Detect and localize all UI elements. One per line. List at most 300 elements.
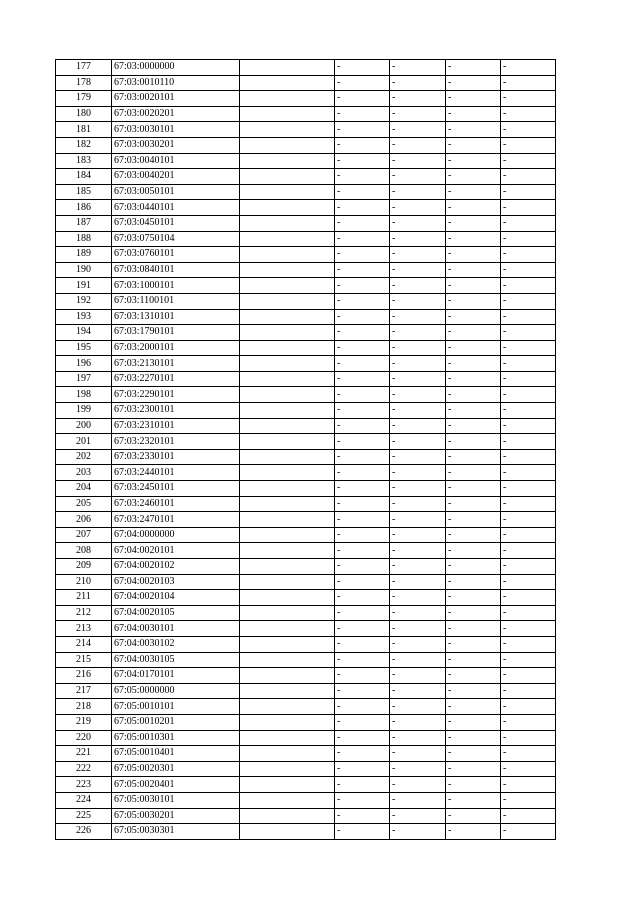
dash-cell: - xyxy=(446,527,501,543)
dash-cell: - xyxy=(501,418,556,434)
dash-cell: - xyxy=(446,247,501,263)
cadastral-code-cell: 67:03:0030101 xyxy=(112,122,240,138)
row-number-cell: 196 xyxy=(56,356,112,372)
row-number-cell: 220 xyxy=(56,730,112,746)
dash-cell: - xyxy=(335,91,390,107)
dash-cell: - xyxy=(335,512,390,528)
dash-cell: - xyxy=(501,387,556,403)
dash-cell: - xyxy=(501,824,556,840)
row-number-cell: 200 xyxy=(56,418,112,434)
dash-cell: - xyxy=(446,325,501,341)
dash-cell: - xyxy=(446,91,501,107)
dash-cell: - xyxy=(501,153,556,169)
cadastral-code-cell: 67:03:0010110 xyxy=(112,75,240,91)
dash-cell: - xyxy=(335,808,390,824)
dash-cell: - xyxy=(446,293,501,309)
table-row xyxy=(56,153,556,169)
cadastral-code-cell: 67:03:0020101 xyxy=(112,91,240,107)
table-row xyxy=(56,824,556,840)
dash-cell: - xyxy=(446,60,501,76)
row-number-cell: 211 xyxy=(56,590,112,606)
row-number-cell: 215 xyxy=(56,652,112,668)
dash-cell: - xyxy=(390,527,446,543)
dash-cell: - xyxy=(335,481,390,497)
table-row xyxy=(56,418,556,434)
dash-cell: - xyxy=(390,590,446,606)
empty-cell xyxy=(240,262,335,278)
cadastral-code-cell: 67:03:1100101 xyxy=(112,293,240,309)
empty-cell xyxy=(240,652,335,668)
dash-cell: - xyxy=(335,169,390,185)
dash-cell: - xyxy=(446,777,501,793)
empty-cell xyxy=(240,75,335,91)
dash-cell: - xyxy=(501,730,556,746)
cadastral-code-cell: 67:03:1310101 xyxy=(112,309,240,325)
table-row xyxy=(56,340,556,356)
dash-cell: - xyxy=(335,683,390,699)
cadastral-code-cell: 67:04:0020104 xyxy=(112,590,240,606)
dash-cell: - xyxy=(390,293,446,309)
dash-cell: - xyxy=(335,465,390,481)
empty-cell xyxy=(240,527,335,543)
dash-cell: - xyxy=(335,699,390,715)
dash-cell: - xyxy=(501,60,556,76)
dash-cell: - xyxy=(501,278,556,294)
dash-cell: - xyxy=(446,449,501,465)
row-number-cell: 192 xyxy=(56,293,112,309)
dash-cell: - xyxy=(501,122,556,138)
empty-cell xyxy=(240,169,335,185)
table-row xyxy=(56,808,556,824)
dash-cell: - xyxy=(335,636,390,652)
cadastral-code-cell: 67:03:0040101 xyxy=(112,153,240,169)
dash-cell: - xyxy=(446,792,501,808)
data-table xyxy=(55,59,556,840)
table-row xyxy=(56,590,556,606)
table-row xyxy=(56,761,556,777)
dash-cell: - xyxy=(501,714,556,730)
empty-cell xyxy=(240,200,335,216)
dash-cell: - xyxy=(335,122,390,138)
dash-cell: - xyxy=(335,387,390,403)
empty-cell xyxy=(240,231,335,247)
dash-cell: - xyxy=(501,792,556,808)
dash-cell: - xyxy=(335,668,390,684)
dash-cell: - xyxy=(335,262,390,278)
table-row xyxy=(56,371,556,387)
cadastral-code-cell: 67:05:0000000 xyxy=(112,683,240,699)
row-number-cell: 193 xyxy=(56,309,112,325)
dash-cell: - xyxy=(390,481,446,497)
dash-cell: - xyxy=(390,512,446,528)
cadastral-code-cell: 67:04:0000000 xyxy=(112,527,240,543)
cadastral-code-cell: 67:03:2320101 xyxy=(112,434,240,450)
dash-cell: - xyxy=(446,481,501,497)
row-number-cell: 178 xyxy=(56,75,112,91)
dash-cell: - xyxy=(335,777,390,793)
dash-cell: - xyxy=(335,434,390,450)
dash-cell: - xyxy=(501,309,556,325)
dash-cell: - xyxy=(390,122,446,138)
cadastral-code-cell: 67:04:0030102 xyxy=(112,636,240,652)
empty-cell xyxy=(240,215,335,231)
dash-cell: - xyxy=(390,434,446,450)
table-row xyxy=(56,91,556,107)
dash-cell: - xyxy=(335,621,390,637)
dash-cell: - xyxy=(446,434,501,450)
row-number-cell: 197 xyxy=(56,371,112,387)
row-number-cell: 185 xyxy=(56,184,112,200)
dash-cell: - xyxy=(335,231,390,247)
empty-cell xyxy=(240,668,335,684)
empty-cell xyxy=(240,309,335,325)
dash-cell: - xyxy=(446,262,501,278)
dash-cell: - xyxy=(501,699,556,715)
dash-cell: - xyxy=(501,356,556,372)
dash-cell: - xyxy=(335,746,390,762)
dash-cell: - xyxy=(335,403,390,419)
row-number-cell: 205 xyxy=(56,496,112,512)
dash-cell: - xyxy=(390,668,446,684)
dash-cell: - xyxy=(501,293,556,309)
dash-cell: - xyxy=(446,512,501,528)
table-row xyxy=(56,496,556,512)
dash-cell: - xyxy=(335,247,390,263)
dash-cell: - xyxy=(335,449,390,465)
dash-cell: - xyxy=(390,699,446,715)
empty-cell xyxy=(240,340,335,356)
dash-cell: - xyxy=(335,106,390,122)
dash-cell: - xyxy=(501,200,556,216)
cadastral-code-cell: 67:03:2310101 xyxy=(112,418,240,434)
row-number-cell: 210 xyxy=(56,574,112,590)
empty-cell xyxy=(240,481,335,497)
row-number-cell: 184 xyxy=(56,169,112,185)
dash-cell: - xyxy=(446,574,501,590)
dash-cell: - xyxy=(446,824,501,840)
row-number-cell: 203 xyxy=(56,465,112,481)
table-row xyxy=(56,777,556,793)
row-number-cell: 213 xyxy=(56,621,112,637)
dash-cell: - xyxy=(335,496,390,512)
empty-cell xyxy=(240,184,335,200)
table-row xyxy=(56,636,556,652)
dash-cell: - xyxy=(335,200,390,216)
dash-cell: - xyxy=(501,746,556,762)
empty-cell xyxy=(240,496,335,512)
table-row xyxy=(56,215,556,231)
row-number-cell: 224 xyxy=(56,792,112,808)
empty-cell xyxy=(240,278,335,294)
table-row xyxy=(56,449,556,465)
dash-cell: - xyxy=(446,543,501,559)
dash-cell: - xyxy=(446,231,501,247)
empty-cell xyxy=(240,574,335,590)
dash-cell: - xyxy=(390,325,446,341)
row-number-cell: 191 xyxy=(56,278,112,294)
row-number-cell: 181 xyxy=(56,122,112,138)
cadastral-code-cell: 67:03:0020201 xyxy=(112,106,240,122)
empty-cell xyxy=(240,247,335,263)
cadastral-code-cell: 67:03:2460101 xyxy=(112,496,240,512)
row-number-cell: 194 xyxy=(56,325,112,341)
dash-cell: - xyxy=(390,215,446,231)
empty-cell xyxy=(240,559,335,575)
cadastral-code-cell: 67:05:0030201 xyxy=(112,808,240,824)
dash-cell: - xyxy=(446,215,501,231)
dash-cell: - xyxy=(501,91,556,107)
row-number-cell: 219 xyxy=(56,714,112,730)
empty-cell xyxy=(240,512,335,528)
dash-cell: - xyxy=(501,449,556,465)
dash-cell: - xyxy=(390,91,446,107)
dash-cell: - xyxy=(390,106,446,122)
dash-cell: - xyxy=(390,184,446,200)
table-body xyxy=(56,60,556,840)
dash-cell: - xyxy=(390,465,446,481)
dash-cell: - xyxy=(446,465,501,481)
empty-cell xyxy=(240,621,335,637)
dash-cell: - xyxy=(501,574,556,590)
empty-cell xyxy=(240,356,335,372)
dash-cell: - xyxy=(335,184,390,200)
empty-cell xyxy=(240,683,335,699)
dash-cell: - xyxy=(390,278,446,294)
dash-cell: - xyxy=(446,746,501,762)
empty-cell xyxy=(240,91,335,107)
dash-cell: - xyxy=(390,153,446,169)
dash-cell: - xyxy=(390,200,446,216)
dash-cell: - xyxy=(390,262,446,278)
dash-cell: - xyxy=(501,403,556,419)
cadastral-code-cell: 67:05:0010401 xyxy=(112,746,240,762)
row-number-cell: 180 xyxy=(56,106,112,122)
cadastral-code-cell: 67:03:2440101 xyxy=(112,465,240,481)
dash-cell: - xyxy=(335,153,390,169)
dash-cell: - xyxy=(390,356,446,372)
dash-cell: - xyxy=(390,683,446,699)
dash-cell: - xyxy=(446,169,501,185)
dash-cell: - xyxy=(390,449,446,465)
cadastral-code-cell: 67:05:0030101 xyxy=(112,792,240,808)
dash-cell: - xyxy=(446,371,501,387)
dash-cell: - xyxy=(501,668,556,684)
table-row xyxy=(56,75,556,91)
table-row xyxy=(56,559,556,575)
table-row xyxy=(56,434,556,450)
dash-cell: - xyxy=(335,137,390,153)
cadastral-code-cell: 67:03:0040201 xyxy=(112,169,240,185)
dash-cell: - xyxy=(390,777,446,793)
dash-cell: - xyxy=(390,247,446,263)
dash-cell: - xyxy=(335,278,390,294)
dash-cell: - xyxy=(335,325,390,341)
dash-cell: - xyxy=(335,605,390,621)
dash-cell: - xyxy=(446,356,501,372)
dash-cell: - xyxy=(501,340,556,356)
dash-cell: - xyxy=(335,340,390,356)
dash-cell: - xyxy=(446,418,501,434)
row-number-cell: 187 xyxy=(56,215,112,231)
table-row xyxy=(56,309,556,325)
cadastral-code-cell: 67:03:0450101 xyxy=(112,215,240,231)
empty-cell xyxy=(240,824,335,840)
dash-cell: - xyxy=(390,746,446,762)
cadastral-code-cell: 67:04:0020101 xyxy=(112,543,240,559)
table-row xyxy=(56,543,556,559)
dash-cell: - xyxy=(335,309,390,325)
table-row xyxy=(56,792,556,808)
dash-cell: - xyxy=(501,605,556,621)
row-number-cell: 222 xyxy=(56,761,112,777)
cadastral-code-cell: 67:03:2330101 xyxy=(112,449,240,465)
empty-cell xyxy=(240,730,335,746)
cadastral-code-cell: 67:03:2290101 xyxy=(112,387,240,403)
cadastral-code-cell: 67:05:0030301 xyxy=(112,824,240,840)
dash-cell: - xyxy=(501,106,556,122)
dash-cell: - xyxy=(501,527,556,543)
empty-cell xyxy=(240,418,335,434)
dash-cell: - xyxy=(390,418,446,434)
dash-cell: - xyxy=(446,496,501,512)
dash-cell: - xyxy=(501,496,556,512)
empty-cell xyxy=(240,714,335,730)
dash-cell: - xyxy=(335,574,390,590)
dash-cell: - xyxy=(390,559,446,575)
dash-cell: - xyxy=(390,792,446,808)
dash-cell: - xyxy=(446,621,501,637)
dash-cell: - xyxy=(335,590,390,606)
empty-cell xyxy=(240,293,335,309)
row-number-cell: 208 xyxy=(56,543,112,559)
table-row xyxy=(56,730,556,746)
row-number-cell: 198 xyxy=(56,387,112,403)
dash-cell: - xyxy=(446,590,501,606)
dash-cell: - xyxy=(390,761,446,777)
cadastral-code-cell: 67:05:0010301 xyxy=(112,730,240,746)
dash-cell: - xyxy=(446,153,501,169)
dash-cell: - xyxy=(501,808,556,824)
dash-cell: - xyxy=(446,636,501,652)
row-number-cell: 226 xyxy=(56,824,112,840)
table-row xyxy=(56,605,556,621)
dash-cell: - xyxy=(335,215,390,231)
cadastral-code-cell: 67:04:0030105 xyxy=(112,652,240,668)
dash-cell: - xyxy=(335,356,390,372)
table-row xyxy=(56,184,556,200)
dash-cell: - xyxy=(446,683,501,699)
table-row xyxy=(56,262,556,278)
empty-cell xyxy=(240,387,335,403)
empty-cell xyxy=(240,60,335,76)
dash-cell: - xyxy=(446,652,501,668)
empty-cell xyxy=(240,636,335,652)
dash-cell: - xyxy=(501,434,556,450)
dash-cell: - xyxy=(390,543,446,559)
dash-cell: - xyxy=(335,714,390,730)
cadastral-code-cell: 67:03:2470101 xyxy=(112,512,240,528)
row-number-cell: 216 xyxy=(56,668,112,684)
empty-cell xyxy=(240,106,335,122)
row-number-cell: 201 xyxy=(56,434,112,450)
empty-cell xyxy=(240,325,335,341)
row-number-cell: 204 xyxy=(56,481,112,497)
dash-cell: - xyxy=(335,559,390,575)
dash-cell: - xyxy=(501,231,556,247)
dash-cell: - xyxy=(501,683,556,699)
table-row xyxy=(56,683,556,699)
dash-cell: - xyxy=(501,465,556,481)
dash-cell: - xyxy=(446,278,501,294)
dash-cell: - xyxy=(501,777,556,793)
cadastral-code-cell: 67:03:2000101 xyxy=(112,340,240,356)
dash-cell: - xyxy=(446,668,501,684)
dash-cell: - xyxy=(335,60,390,76)
dash-cell: - xyxy=(446,387,501,403)
dash-cell: - xyxy=(501,621,556,637)
dash-cell: - xyxy=(390,60,446,76)
empty-cell xyxy=(240,792,335,808)
dash-cell: - xyxy=(446,808,501,824)
table-row xyxy=(56,574,556,590)
table-row xyxy=(56,652,556,668)
dash-cell: - xyxy=(501,543,556,559)
cadastral-code-cell: 67:03:2270101 xyxy=(112,371,240,387)
dash-cell: - xyxy=(501,325,556,341)
empty-cell xyxy=(240,122,335,138)
dash-cell: - xyxy=(446,106,501,122)
dash-cell: - xyxy=(390,824,446,840)
dash-cell: - xyxy=(335,527,390,543)
row-number-cell: 225 xyxy=(56,808,112,824)
empty-cell xyxy=(240,746,335,762)
cadastral-code-cell: 67:03:0760101 xyxy=(112,247,240,263)
dash-cell: - xyxy=(446,699,501,715)
dash-cell: - xyxy=(446,137,501,153)
table-row xyxy=(56,387,556,403)
empty-cell xyxy=(240,465,335,481)
cadastral-code-cell: 67:04:0030101 xyxy=(112,621,240,637)
dash-cell: - xyxy=(390,231,446,247)
dash-cell: - xyxy=(501,481,556,497)
row-number-cell: 212 xyxy=(56,605,112,621)
dash-cell: - xyxy=(446,122,501,138)
cadastral-code-cell: 67:03:0000000 xyxy=(112,60,240,76)
dash-cell: - xyxy=(501,247,556,263)
dash-cell: - xyxy=(335,75,390,91)
row-number-cell: 183 xyxy=(56,153,112,169)
cadastral-code-cell: 67:03:2450101 xyxy=(112,481,240,497)
dash-cell: - xyxy=(501,215,556,231)
row-number-cell: 221 xyxy=(56,746,112,762)
dash-cell: - xyxy=(390,75,446,91)
dash-cell: - xyxy=(390,403,446,419)
table-row xyxy=(56,527,556,543)
dash-cell: - xyxy=(390,636,446,652)
table-row xyxy=(56,137,556,153)
empty-cell xyxy=(240,590,335,606)
table-row xyxy=(56,293,556,309)
table-row xyxy=(56,122,556,138)
dash-cell: - xyxy=(446,559,501,575)
cadastral-code-cell: 67:03:1000101 xyxy=(112,278,240,294)
cadastral-code-cell: 67:03:1790101 xyxy=(112,325,240,341)
row-number-cell: 189 xyxy=(56,247,112,263)
dash-cell: - xyxy=(501,169,556,185)
table-row xyxy=(56,465,556,481)
dash-cell: - xyxy=(335,418,390,434)
dash-cell: - xyxy=(446,340,501,356)
